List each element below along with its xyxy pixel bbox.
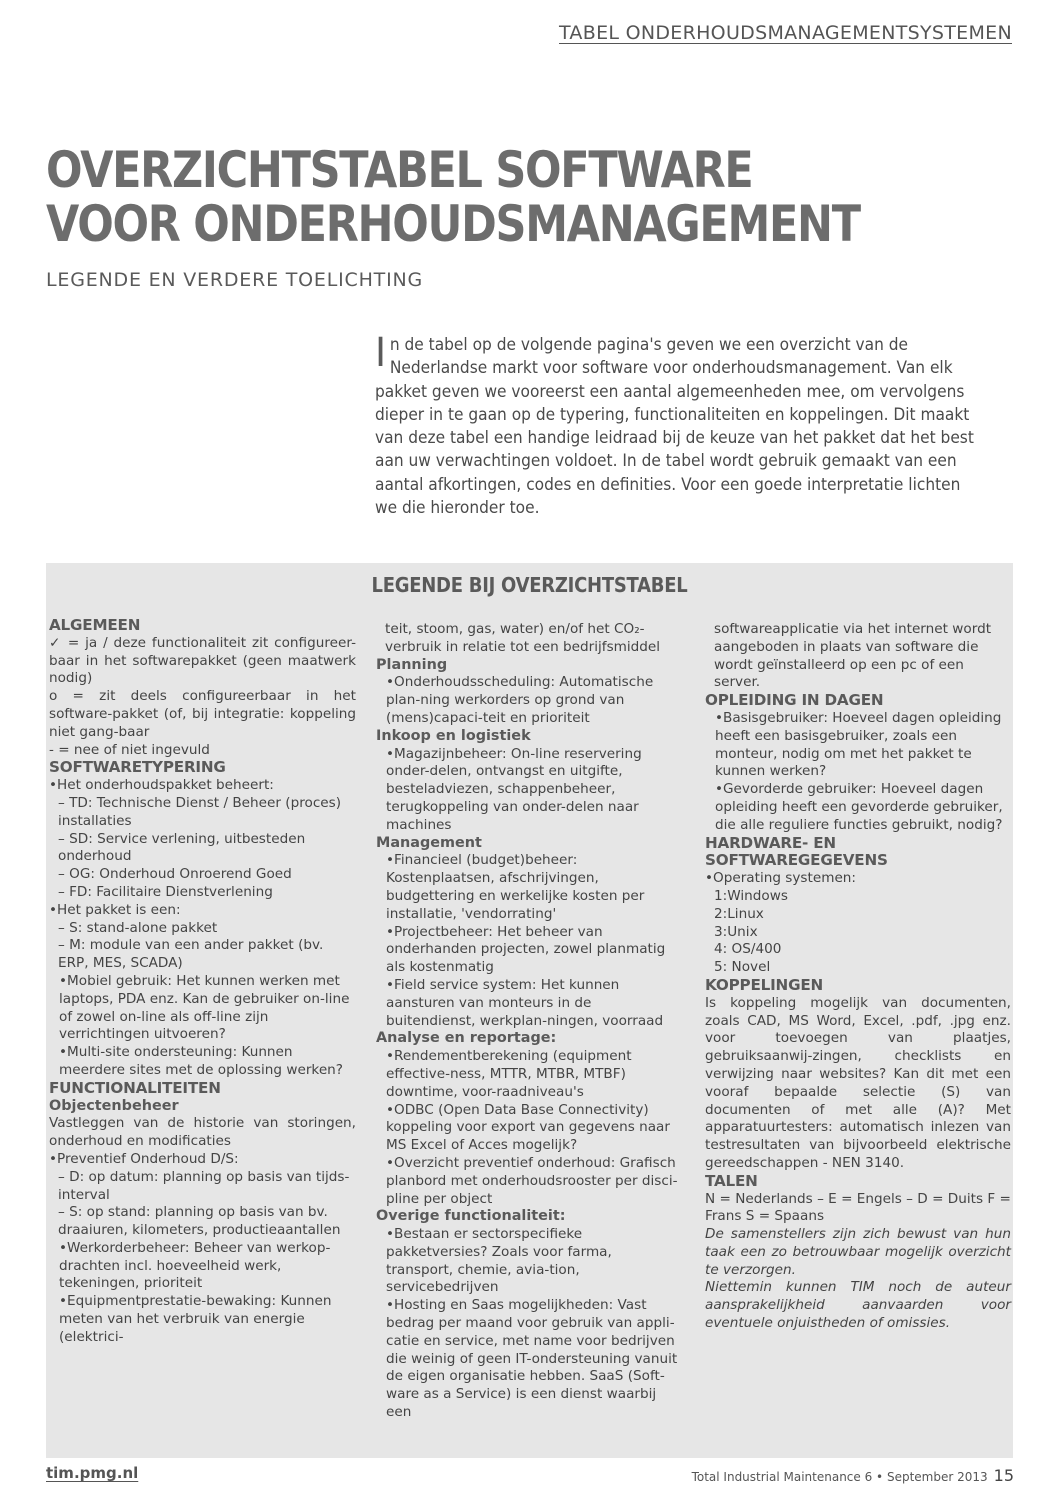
- legend-bullet: •Basisgebruiker: Hoeveel dagen opleiding heeft een basisgebruiker, zoals een monteur, nodig om met het pakket te kunnen werken?: [715, 709, 1002, 780]
- legend-bullet: •Mobiel gebruik: Het kunnen werken met laptops, PDA enz. Kan de gebruiker on-line of zowel on-line als off-line zijn verrichtingen uitvoeren?: [59, 972, 350, 1043]
- legend-section-heading: KOPPELINGEN: [705, 975, 824, 994]
- legend-section-heading: ALGEMEEN: [49, 616, 141, 634]
- legend-subheading: Overige functionaliteit:: [376, 1208, 566, 1225]
- legend-box: [46, 563, 1013, 1458]
- legend-text: •Preventief Onderhoud D/S:: [49, 1150, 239, 1167]
- legend-column-3: [705, 621, 1011, 1333]
- legend-column-2: [376, 621, 681, 1422]
- legend-bullet: •Werkorderbeheer: Beheer van werkop-drachten incl. hoeveelheid werk, tekeningen, prioriteit: [59, 1239, 331, 1292]
- legend-section-heading: OPLEIDING IN DAGEN: [705, 691, 884, 710]
- legend-item: – D: op datum: planning op basis van tijds-interval: [58, 1168, 350, 1203]
- legend-section-heading: SOFTWARETYPERING: [49, 758, 226, 777]
- legend-text: o = zit deels configureerbaar in het software-pakket (of, bij integratie: koppeling niet gang-baar: [49, 688, 356, 740]
- disclaimer-text: De samenstellers zijn zich bewust van hun taak een zo betrouwbaar mogelijk overzicht te verzorgen.: [705, 1226, 1011, 1278]
- legend-item: teit, stoom, gas, water) en/of het CO₂-verbruik in relatie tot een bedrijfsmiddel: [385, 621, 661, 655]
- legend-text: Is koppeling mogelijk van documenten, zoals CAD, MS Word, Excel, .pdf, .jpg enz. voor toevoegen van plaatjes, gebruiksaanwij-zingen, checklists en verwijzing naar websites? Kan dit met een vooraf bepaalde selectie (S) van documenten of met alle (A)? Met apparatuurtesters: automatisch inlezen van testresultaten van bijvoorbeeld elektrische gereedschappen - NEN 3140.: [705, 994, 1011, 1171]
- legend-text: - = nee of niet ingevuld: [49, 741, 210, 758]
- legend-bullet: •Bestaan er sectorspecifieke pakketversies? Zoals voor farma, transport, chemie, avia-tion, servicebedrijven: [386, 1226, 612, 1296]
- legend-bullet: •Onderhoudsscheduling: Automatische plan-ning werkorders op grond van (mens)capaci-teit en prioriteit: [386, 674, 654, 726]
- legend-item: – S: stand-alone pakket: [58, 919, 218, 936]
- legend-bullet: •Multi-site ondersteuning: Kunnen meerdere sites met de oplossing werken?: [59, 1044, 344, 1078]
- legend-bullet: •Hosting en Saas mogelijkheden: Vast bedrag per maand voor gebruik van appli-catie en service, met name voor bedrijven die weinig of geen IT-ondersteuning vanuit de eigen organisatie hebben. SaaS (Soft-ware as a Service) is een dienst waarbij een: [386, 1297, 678, 1421]
- disclaimer-text: Niettemin kunnen TIM noch de auteur aansprakelijkheid aanvaarden voor eventuele onjuistheden of omissies.: [705, 1279, 1011, 1332]
- legend-column-1: [49, 617, 356, 1347]
- legend-section-heading: TALEN: [705, 1171, 758, 1190]
- legend-section-heading: HARDWARE- EN SOFTWAREGEGEVENS: [705, 833, 888, 870]
- page-title-line1: OVERZICHTSTABEL SOFTWARE: [46, 141, 753, 199]
- legend-bullet: •Overzicht preventief onderhoud: Grafisch planbord met onderhoudsrooster per disci-pline per object: [386, 1154, 678, 1207]
- legend-text: •Het pakket is een:: [49, 901, 181, 918]
- legend-bullet: •Field service system: Het kunnen aansturen van monteurs in de buitendienst, werkplan-ningen, voorraad: [386, 976, 664, 1029]
- footer-issue: Total Industrial Maintenance 6 • September 2013: [691, 1470, 988, 1484]
- legend-subheading: Planning: [376, 656, 448, 673]
- intro-dropcap: I: [375, 330, 387, 376]
- legend-item: 4: OS/400: [714, 941, 782, 958]
- footer-issue-info: [692, 1466, 1014, 1485]
- legend-bullet: •Magazijnbeheer: On-line reservering onder-delen, ontvangst en uitgifte, besteladviezen, schappenbeheer, terugkoppeling van onder-delen naar machines: [386, 745, 642, 833]
- intro-text: n de tabel op de volgende pagina's geven we een overzicht van de Nederlandse markt voor software voor onderhoudsmanagement. Van elk pakket geven we vooreerst een aantal algemeenheden mee, om vervolgens dieper in te gaan op de typering, functionaliteiten en koppelingen. Dit maakt van deze tabel een handige leidraad bij de keuze van het pakket dat het best aan uw verwachtingen voldoet. In de tabel wordt gebruik gemaakt van een aantal afkortingen, codes en definities. Voor een goede interpretatie lichten we die hieronder toe.: [375, 335, 974, 518]
- page-title-line2: VOOR ONDERHOUDSMANAGEMENT: [46, 195, 860, 253]
- legend-bullet: •Financieel (budget)beheer: Kostenplaatsen, afschrijvingen, budgettering en werkelijke kosten per installatie, 'vendorrating': [386, 852, 645, 922]
- legend-text: ✓ = ja / deze functionaliteit zit configureer-baar in het softwarepakket (geen maatwerk nodig): [49, 634, 356, 687]
- legend-bullet: •Gevorderde gebruiker: Hoeveel dagen opleiding heeft een gevorderde gebruiker, die alle reguliere functies gebruikt, nodig?: [715, 781, 1003, 833]
- legend-item: softwareapplicatie via het internet wordt aangeboden in plaats van software die wordt geïnstalleerd op een pc of een server.: [714, 621, 992, 691]
- intro-paragraph: [375, 330, 977, 519]
- legend-text: Vastleggen van de historie van storingen, onderhoud en modificaties: [49, 1115, 356, 1150]
- page-title: [46, 143, 860, 251]
- legend-item: – FD: Facilitaire Dienstverlening: [58, 883, 273, 900]
- legend-text: N = Nederlands – E = Engels – D = Duits F = Frans S = Spaans: [705, 1190, 1011, 1225]
- legend-item: – M: module van een ander pakket (bv. ERP, MES, SCADA): [58, 937, 324, 972]
- legend-section-heading: FUNCTIONALITEITEN: [49, 1078, 221, 1097]
- section-header: TABEL ONDERHOUDSMANAGEMENTSYSTEMEN: [559, 22, 1012, 44]
- legend-title: LEGENDE BIJ OVERZICHTSTABEL: [371, 573, 688, 597]
- legend-subheading: Inkoop en logistiek: [376, 727, 531, 744]
- legend-subheading: Management: [376, 834, 482, 851]
- legend-subheading: Objectenbeheer: [49, 1097, 179, 1114]
- legend-text: •Het onderhoudspakket beheert:: [49, 777, 274, 794]
- footer-site-link[interactable]: tim.pmg.nl: [46, 1464, 139, 1482]
- legend-bullet: •Projectbeheer: Het beheer van onderhanden projecten, zowel planmatig als kostenmatig: [386, 923, 666, 976]
- legend-item: – SD: Service verlening, uitbesteden onderhoud: [58, 830, 306, 865]
- legend-item: 5: Novel: [714, 959, 771, 976]
- legend-item: – S: op stand: planning op basis van bv. draaiuren, kilometers, productieaantallen: [58, 1204, 341, 1239]
- legend-subheading: Analyse en reportage:: [376, 1030, 557, 1047]
- legend-item: 1:Windows: [714, 887, 788, 904]
- legend-bullet: •ODBC (Open Data Base Connectivity) koppeling voor export van gegevens naar MS Excel of Acces mogelijk?: [386, 1101, 670, 1154]
- legend-text: •Operating systemen:: [705, 870, 857, 887]
- legend-item: – TD: Technische Dienst / Beheer (proces) installaties: [58, 794, 342, 829]
- page-number: 15: [993, 1466, 1014, 1485]
- legend-bullet: •Equipmentprestatie-bewaking: Kunnen meten van het verbruik van energie (elektrici-: [59, 1293, 332, 1345]
- page-subtitle: LEGENDE EN VERDERE TOELICHTING: [46, 269, 424, 291]
- legend-item: 3:Unix: [714, 923, 758, 940]
- legend-item: – OG: Onderhoud Onroerend Goed: [58, 866, 292, 883]
- legend-bullet: •Rendementberekening (equipment effective-ness, MTTR, MTBR, MTBF) downtime, voor-raadniveau's: [386, 1048, 632, 1100]
- legend-item: 2:Linux: [714, 905, 764, 922]
